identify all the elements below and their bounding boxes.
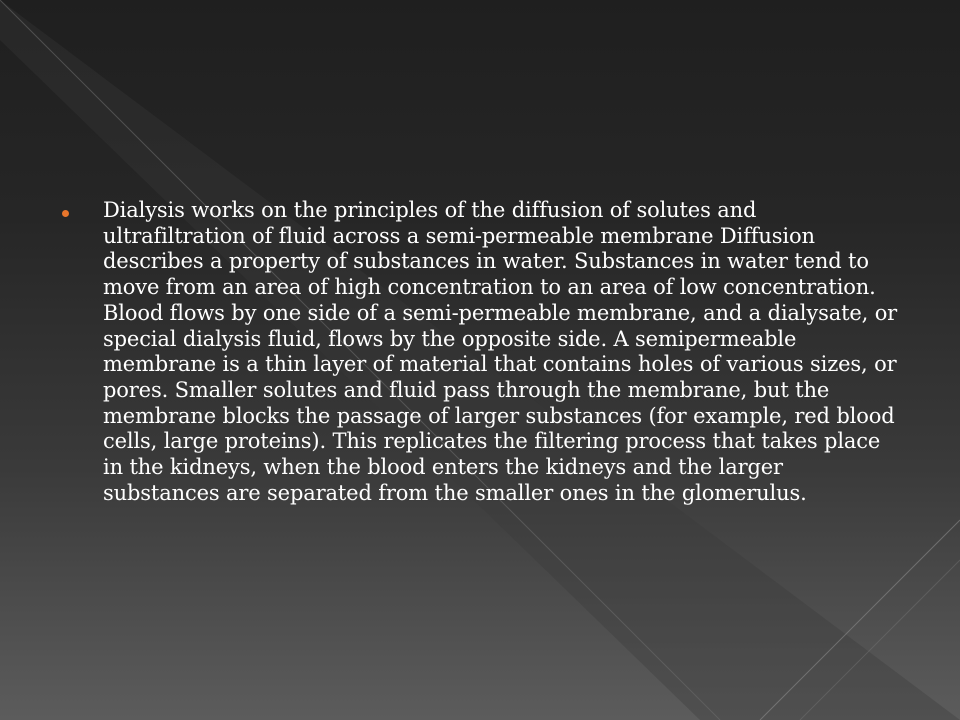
bullet-text: Dialysis works on the principles of the diffusion of solutes and ultrafiltration of fluid across a semi-permeable membrane Diffusion describes a property of substances in water. Substances in water tend to move from an area of high concentration to an area of low concentration. Blood flows by one side of a semi-permeable membrane, and a dialysate, or special dialysis fluid, flows by the opposite side. A semipermeable membrane is a thin layer of material that contains holes of various sizes, or pores. Smaller solutes and fluid pass through the membrane, but the membrane blocks the passage of larger substances (for example, red blood cells, large proteins). This replicates the filtering process that takes place in the kidneys, when the blood enters the kidneys and the larger substances are separated from the smaller ones in the glomerulus.: [103, 198, 898, 505]
slide-body: [62, 198, 912, 506]
bullet-dot-icon: [62, 210, 69, 217]
bullet-item: [62, 198, 912, 506]
